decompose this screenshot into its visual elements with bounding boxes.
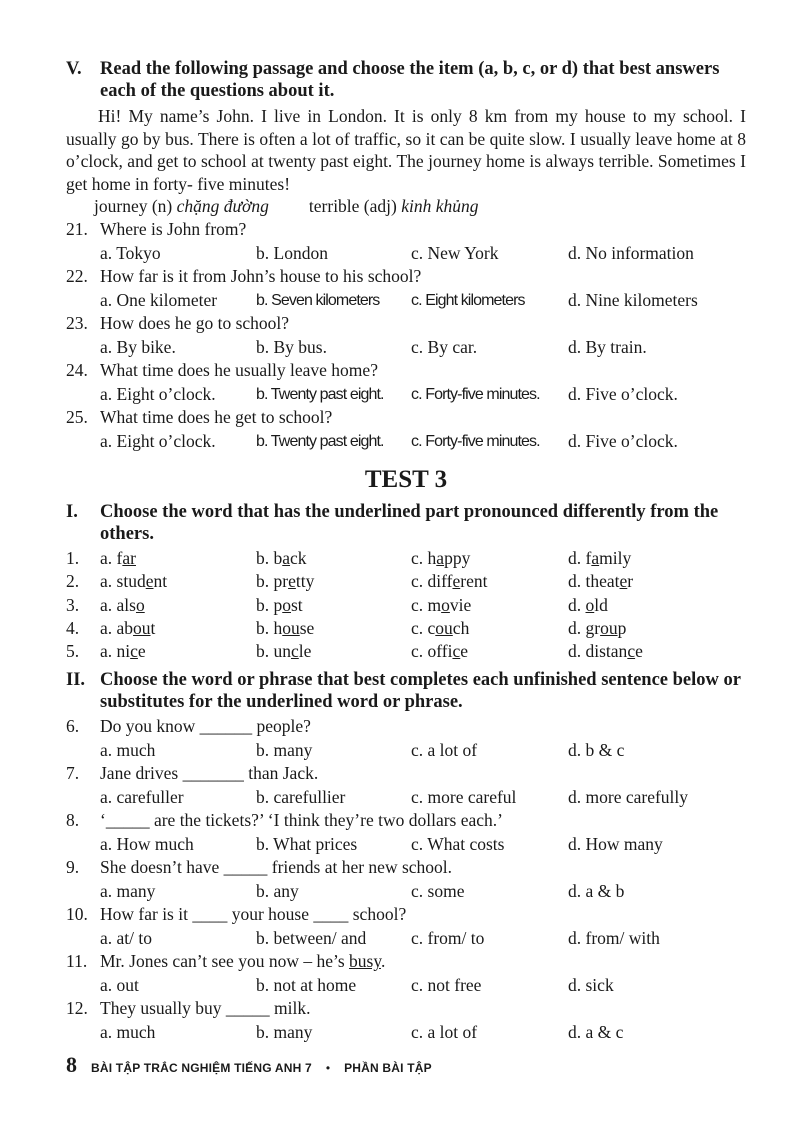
option-a[interactable]: a. at/ to bbox=[100, 927, 152, 948]
option-a[interactable]: a. much bbox=[100, 1021, 156, 1042]
question: 25. What time does he get to school? bbox=[66, 406, 746, 430]
option-a[interactable]: a. about bbox=[100, 617, 156, 638]
underlined-part: a bbox=[282, 548, 291, 568]
question-text: Mr. Jones can’t see you now – he’s busy. bbox=[100, 951, 386, 972]
underlined-part: c bbox=[130, 641, 138, 662]
pronunciation-row bbox=[66, 547, 746, 570]
option-c[interactable]: c. from/ to bbox=[411, 927, 485, 948]
option-b[interactable]: b. back bbox=[256, 548, 307, 568]
question-text: What time does he usually leave home? bbox=[100, 360, 378, 380]
option-a[interactable]: a. out bbox=[100, 974, 139, 995]
book-title: BÀI TẬP TRẮC NGHIỆM TIẾNG ANH 7 bbox=[91, 1061, 312, 1075]
option-a[interactable]: a. carefuller bbox=[100, 786, 184, 807]
question-text: How does he go to school? bbox=[100, 313, 290, 333]
answer-options bbox=[66, 739, 746, 763]
question-text: ‘_____ are the tickets?’ ‘I think they’re two dollars each.’ bbox=[100, 810, 503, 831]
option-b[interactable]: b. pretty bbox=[256, 571, 315, 592]
option-d[interactable]: d. family bbox=[568, 548, 632, 568]
option-b[interactable]: b. By bus. bbox=[256, 336, 327, 357]
section-number: I. bbox=[66, 502, 78, 522]
question: 6. Do you know ______ people? bbox=[66, 715, 746, 739]
question: 7. Jane drives _______ than Jack. bbox=[66, 762, 746, 786]
pronunciation-row bbox=[66, 640, 746, 663]
question: 10. How far is it ____ your house ____ school? bbox=[66, 903, 746, 927]
option-d[interactable]: d. from/ with bbox=[568, 927, 660, 948]
section-v-questions bbox=[66, 218, 746, 453]
question-text: Jane drives _______ than Jack. bbox=[100, 763, 319, 784]
option-b[interactable]: b. Twenty past eight. bbox=[256, 385, 384, 403]
option-c[interactable]: c. What costs bbox=[411, 833, 505, 854]
option-c[interactable]: c. happy bbox=[411, 548, 471, 568]
page-number: 8 bbox=[66, 1052, 77, 1077]
question: 11. Mr. Jones can’t see you now – he’s busy. bbox=[66, 950, 746, 974]
option-a[interactable]: a. Eight o’clock. bbox=[100, 383, 216, 404]
option-a[interactable]: a. many bbox=[100, 880, 156, 901]
option-a[interactable]: a. student bbox=[100, 571, 168, 592]
answer-options bbox=[66, 833, 746, 857]
option-d[interactable]: d. b & c bbox=[568, 739, 625, 760]
underlined-part: ou bbox=[133, 617, 151, 638]
bullet-separator: • bbox=[325, 1061, 331, 1075]
underlined-part: ar bbox=[122, 548, 136, 568]
option-b[interactable]: b. Twenty past eight. bbox=[256, 432, 384, 450]
question-text: How far is it ____ your house ____ school? bbox=[100, 904, 407, 925]
option-b[interactable]: b. many bbox=[256, 739, 313, 760]
option-b[interactable]: b. house bbox=[256, 617, 315, 638]
option-d[interactable]: d. By train. bbox=[568, 336, 647, 357]
section-ii-heading bbox=[66, 669, 746, 713]
option-d[interactable]: d. a & b bbox=[568, 880, 625, 901]
option-d[interactable]: d. old bbox=[568, 594, 608, 615]
option-d[interactable]: d. sick bbox=[568, 974, 614, 995]
answer-options bbox=[66, 383, 746, 407]
option-b[interactable]: b. any bbox=[256, 880, 299, 901]
section-number: II. bbox=[66, 670, 86, 691]
underlined-word: busy bbox=[349, 951, 381, 972]
option-a[interactable]: a. much bbox=[100, 739, 156, 760]
underlined-part: c bbox=[452, 641, 461, 662]
worksheet-page bbox=[66, 58, 746, 1044]
answer-options bbox=[66, 880, 746, 904]
answer-options bbox=[66, 927, 746, 951]
option-d[interactable]: d. Five o’clock. bbox=[568, 430, 678, 451]
question-text: She doesn’t have _____ friends at her new school. bbox=[100, 857, 453, 878]
option-d[interactable]: d. more carefully bbox=[568, 786, 689, 807]
option-d[interactable]: d. Five o’clock. bbox=[568, 383, 678, 404]
option-d[interactable]: d. How many bbox=[568, 833, 663, 854]
question: 12. They usually buy _____ milk. bbox=[66, 997, 746, 1021]
question-text: Where is John from? bbox=[100, 219, 247, 239]
option-c[interactable]: c. more careful bbox=[411, 786, 517, 807]
question: 8. ‘_____ are the tickets?’ ‘I think they’re two dollars each.’ bbox=[66, 809, 746, 833]
underlined-part: e bbox=[145, 571, 154, 592]
question-number: 1. bbox=[66, 548, 80, 568]
option-b[interactable]: b. between/ and bbox=[256, 927, 367, 948]
reading-passage: Hi! My name’s John. I live in London. It is only 8 km from my house to my school. I usually go by bus. There is often a lot of traffic, so it can be quite slow. I usually leave home at 8 o’clock, and get to school at twenty past eight. The journey home is always terrible. Sometimes I get home in forty- five minutes! bbox=[66, 106, 746, 194]
option-b[interactable]: b. many bbox=[256, 1021, 313, 1042]
underlined-part: ou bbox=[600, 617, 618, 638]
option-d[interactable]: d. a & c bbox=[568, 1021, 624, 1042]
book-part: PHẦN BÀI TẬP bbox=[344, 1061, 432, 1075]
option-a[interactable]: a. Tokyo bbox=[100, 242, 161, 263]
option-a[interactable]: a. By bike. bbox=[100, 336, 176, 357]
answer-options bbox=[66, 1021, 746, 1045]
option-c[interactable]: c. different bbox=[411, 571, 488, 592]
option-c[interactable]: c. a lot of bbox=[411, 739, 478, 760]
section-instructions: Choose the word that has the underlined part pronounced differently from the others. bbox=[100, 502, 719, 544]
vocab-item: journey (n) chặng đường bbox=[94, 196, 269, 216]
question-number: 5. bbox=[66, 641, 80, 662]
underlined-part: e bbox=[288, 571, 296, 592]
question: 22. How far is it from John’s house to his school? bbox=[66, 265, 746, 289]
question: 21. Where is John from? bbox=[66, 218, 746, 242]
option-d[interactable]: d. group bbox=[568, 617, 627, 638]
section-instructions: Read the following passage and choose the item (a, b, c, or d) that best answers each of the questions about it. bbox=[100, 59, 720, 101]
option-c[interactable]: c. not free bbox=[411, 974, 482, 995]
option-b[interactable]: b. carefullier bbox=[256, 786, 346, 807]
answer-options bbox=[66, 336, 746, 360]
underlined-part: o bbox=[135, 594, 145, 615]
pronunciation-row bbox=[66, 594, 746, 617]
option-a[interactable]: a. One kilometer bbox=[100, 289, 218, 310]
underlined-part: o bbox=[282, 594, 291, 615]
question-text: They usually buy _____ milk. bbox=[100, 998, 311, 1019]
answer-options bbox=[66, 242, 746, 266]
option-b[interactable]: b. Seven kilometers bbox=[256, 291, 380, 309]
underlined-part: e bbox=[619, 571, 628, 592]
section-instructions: Choose the word or phrase that best completes each unfinished sentence below or substitutes for the underlined word or phrase. bbox=[100, 670, 741, 713]
test-title: TEST 3 bbox=[364, 466, 448, 493]
option-c[interactable]: c. Eight kilometers bbox=[411, 291, 525, 309]
underlined-part: ou bbox=[282, 617, 300, 638]
option-b[interactable]: b. What prices bbox=[256, 833, 358, 854]
question: 9. She doesn’t have _____ friends at her new school. bbox=[66, 856, 746, 880]
page-footer bbox=[66, 1052, 432, 1078]
option-c[interactable]: c. New York bbox=[411, 242, 499, 263]
option-d[interactable]: d. distance bbox=[568, 641, 643, 662]
option-a[interactable]: a. nice bbox=[100, 641, 146, 662]
option-b[interactable]: b. post bbox=[256, 594, 303, 615]
underlined-part: c bbox=[627, 641, 636, 662]
option-d[interactable]: d. No information bbox=[568, 242, 694, 263]
option-a[interactable]: a. Eight o’clock. bbox=[100, 430, 216, 451]
underlined-part: a bbox=[591, 548, 600, 568]
answer-options bbox=[66, 430, 746, 454]
pronunciation-row bbox=[66, 570, 746, 593]
question-number: 2. bbox=[66, 571, 80, 592]
option-c[interactable]: c. a lot of bbox=[411, 1021, 478, 1042]
pronunciation-row bbox=[66, 617, 746, 640]
underlined-part: c bbox=[291, 641, 299, 662]
underlined-part: a bbox=[436, 548, 445, 568]
option-c[interactable]: c. couch bbox=[411, 617, 470, 638]
option-d[interactable]: d. Nine kilometers bbox=[568, 289, 698, 310]
answer-options bbox=[66, 974, 746, 998]
option-c[interactable]: c. Forty-five minutes. bbox=[411, 432, 540, 450]
pronunciation-questions bbox=[66, 547, 746, 663]
answer-options bbox=[66, 289, 746, 313]
question-text: Do you know ______ people? bbox=[100, 716, 311, 737]
option-c[interactable]: c. office bbox=[411, 641, 469, 662]
question-number: 4. bbox=[66, 617, 80, 638]
section-v-heading bbox=[66, 58, 746, 102]
underlined-part: o bbox=[441, 594, 450, 615]
question: 24. What time does he usually leave home? bbox=[66, 359, 746, 383]
question-number: 3. bbox=[66, 594, 80, 615]
option-c[interactable]: c. Forty-five minutes. bbox=[411, 385, 540, 403]
question-text: How far is it from John’s house to his school? bbox=[100, 266, 422, 286]
option-a[interactable]: a. also bbox=[100, 594, 145, 615]
underlined-part: e bbox=[452, 571, 461, 592]
option-b[interactable]: b. not at home bbox=[256, 974, 357, 995]
option-b[interactable]: b. uncle bbox=[256, 641, 312, 662]
vocabulary-notes bbox=[66, 195, 746, 218]
option-b[interactable]: b. London bbox=[256, 242, 328, 263]
option-a[interactable]: a. far bbox=[100, 548, 136, 568]
option-c[interactable]: c. movie bbox=[411, 594, 472, 615]
option-a[interactable]: a. How much bbox=[100, 833, 194, 854]
question-text: What time does he get to school? bbox=[100, 407, 333, 427]
option-c[interactable]: c. By car. bbox=[411, 336, 478, 357]
section-number: V. bbox=[66, 59, 82, 79]
option-c[interactable]: c. some bbox=[411, 880, 465, 901]
vocab-item: terrible (adj) kinh khủng bbox=[308, 196, 479, 216]
section-i-heading bbox=[66, 501, 746, 545]
section-ii-questions bbox=[66, 715, 746, 1044]
underlined-part: ou bbox=[435, 617, 453, 638]
answer-options bbox=[66, 786, 746, 810]
underlined-part: o bbox=[585, 594, 595, 615]
question: 23. How does he go to school? bbox=[66, 312, 746, 336]
option-d[interactable]: d. theater bbox=[568, 571, 634, 592]
